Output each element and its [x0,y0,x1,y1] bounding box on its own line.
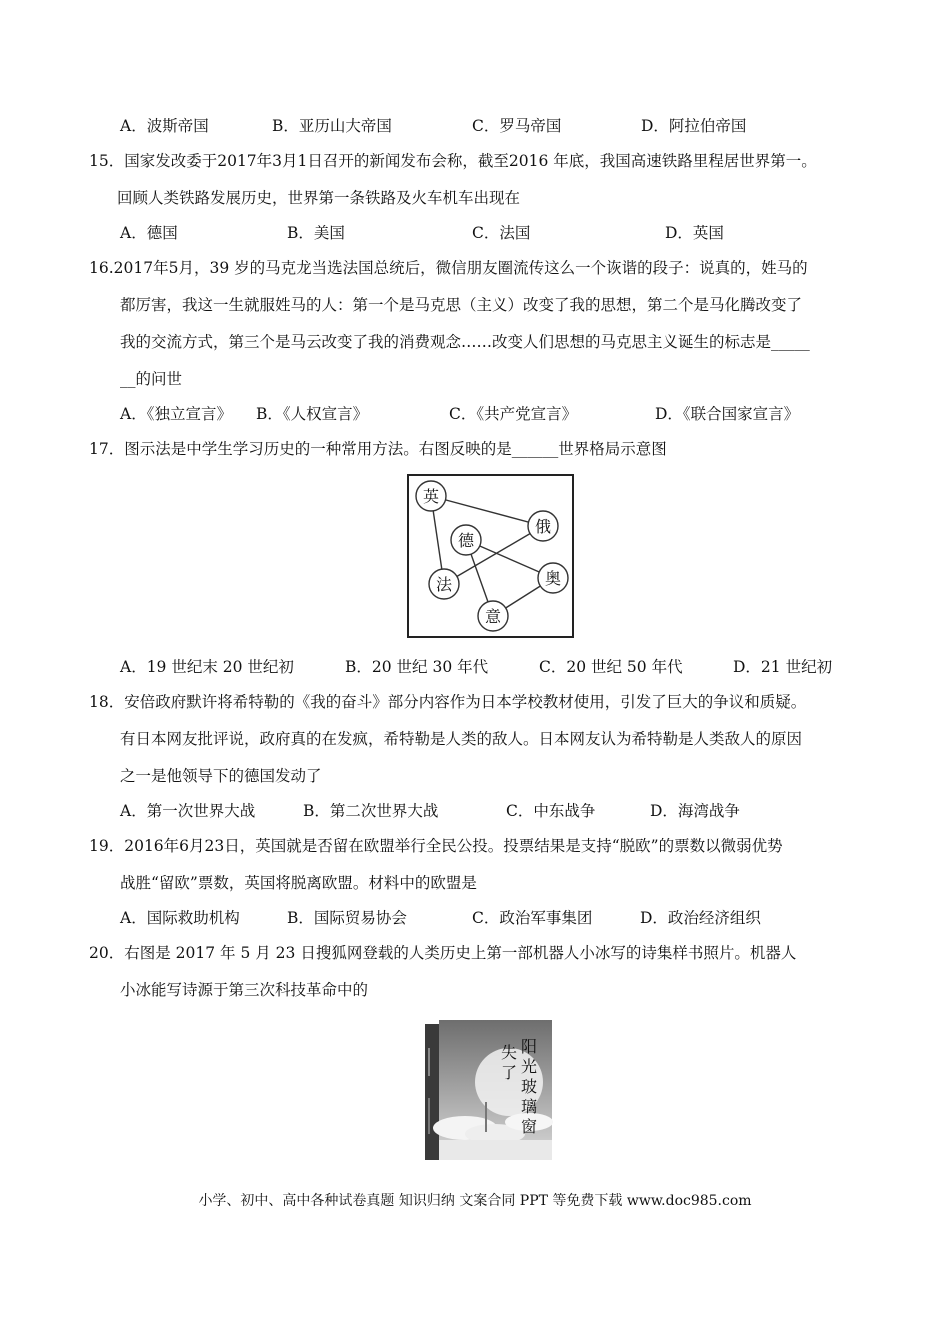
q16-stem-line4: __的问世 [120,370,183,388]
node-label: 法 [435,575,453,594]
q16-option-b: B．《人权宣言》 [256,405,369,423]
book-title-char: 窗 [520,1117,538,1136]
q18-stem-line3: 之一是他领导下的德国发动了 [120,767,322,785]
node-label: 俄 [534,517,552,536]
book-title-char: 玻 [520,1077,538,1096]
q19-option-a: A．国际救助机构 [120,909,240,927]
q20-stem-line2: 小冰能写诗源于第三次科技革命中的 [120,981,369,999]
book-title-char: 了 [500,1063,518,1082]
q15-stem-line1: 15．国家发改委于2017年3月1日召开的新闻发布会称，截至2016 年底，我国高速铁路里程居世界第一。 [89,152,817,170]
q16-option-c: C．《共产党宣言》 [449,405,578,423]
q18-option-c: C．中东战争 [506,802,596,820]
q19-option-c: C．政治军事集团 [472,909,593,927]
q16-stem-line3: 我的交流方式，第三个是马云改变了我的消费观念……改变人们思想的马克思主义诞生的标志是_____ [120,333,810,351]
q19-stem-line2: 战胜“留欧”票数，英国将脱离欧盟。材料中的欧盟是 [120,874,477,892]
node-label: 意 [484,607,502,626]
q14-option-c: C．罗马帝国 [472,117,562,135]
q15-stem-line2: 回顾人类铁路发展历史，世界第一条铁路及火车机车出现在 [117,189,521,207]
diagram-node-fa [429,569,459,599]
q15-option-a: A．德国 [120,224,178,242]
q16-stem-line2: 都厉害，我这一生就服姓马的人：第一个是马克思（主义）改变了我的思想，第二个是马化腾改变了 [120,296,803,314]
q19-option-b: B．国际贸易协会 [287,909,407,927]
q14-option-d: D．阿拉伯帝国 [641,117,747,135]
alliance-diagram [407,474,574,638]
q17-option-c: C．20 世纪 50 年代 [539,658,683,676]
q17-option-b: B．20 世纪 30 年代 [345,658,489,676]
q18-option-b: B．第二次世界大战 [303,802,439,820]
diagram-node-ao [538,563,568,593]
node-label: 德 [457,531,475,550]
q14-option-a: A．波斯帝国 [120,117,209,135]
book-title-char: 璃 [520,1097,538,1116]
book-title-char: 阳 [520,1037,538,1056]
q19-stem-line1: 19．2016年6月23日，英国就是否留在欧盟举行全民公投。投票结果是支持“脱欧”的票数以微弱优势 [89,837,783,855]
q16-option-d: D．《联合国家宣言》 [655,405,800,423]
diagram-node-ying [416,481,446,511]
q20-stem-line1: 20．右图是 2017 年 5 月 23 日搜狐网登载的人类历史上第一部机器人小冰写的诗集样书照片。机器人 [89,944,797,962]
diagram-node-yi [478,601,508,631]
q18-stem-line2: 有日本网友批评说，政府真的在发疯，希特勒是人类的敌人。日本网友认为希特勒是人类敌人的原因 [120,730,803,748]
book-title-char: 失 [500,1043,518,1062]
q17-option-a: A．19 世纪末 20 世纪初 [120,658,294,676]
q17-option-d: D．21 世纪初 [733,658,833,676]
q16-option-a: A．《独立宣言》 [120,405,232,423]
diagram-node-de [451,525,481,555]
node-label: 英 [422,487,440,506]
node-label: 奥 [544,569,562,588]
book-title-char: 光 [520,1057,538,1076]
q18-stem-line1: 18．安倍政府默许将希特勒的《我的奋斗》部分内容作为日本学校教材使用，引发了巨大的争议和质疑。 [89,693,807,711]
q15-option-c: C．法国 [472,224,531,242]
diagram-node-e [528,511,558,541]
q17-stem-line1: 17．图示法是中学生学习历史的一种常用方法。右图反映的是______世界格局示意图 [89,440,667,458]
q18-option-a: A．第一次世界大战 [120,802,256,820]
q15-option-b: B．美国 [287,224,345,242]
q18-option-d: D．海湾战争 [650,802,740,820]
q15-option-d: D．英国 [665,224,724,242]
q19-option-d: D．政治经济组织 [640,909,761,927]
page-footer: 小学、初中、高中各种试卷真题 知识归纳 文案合同 PPT 等免费下载 www.doc985.com [198,1193,752,1209]
poetry-book-photo [425,1018,553,1160]
q16-stem-line1: 16.2017年5月，39 岁的马克龙当选法国总统后，微信朋友圈流传这么一个诙谐的段子：说真的，姓马的 [89,259,808,277]
q14-option-b: B．亚历山大帝国 [272,117,392,135]
